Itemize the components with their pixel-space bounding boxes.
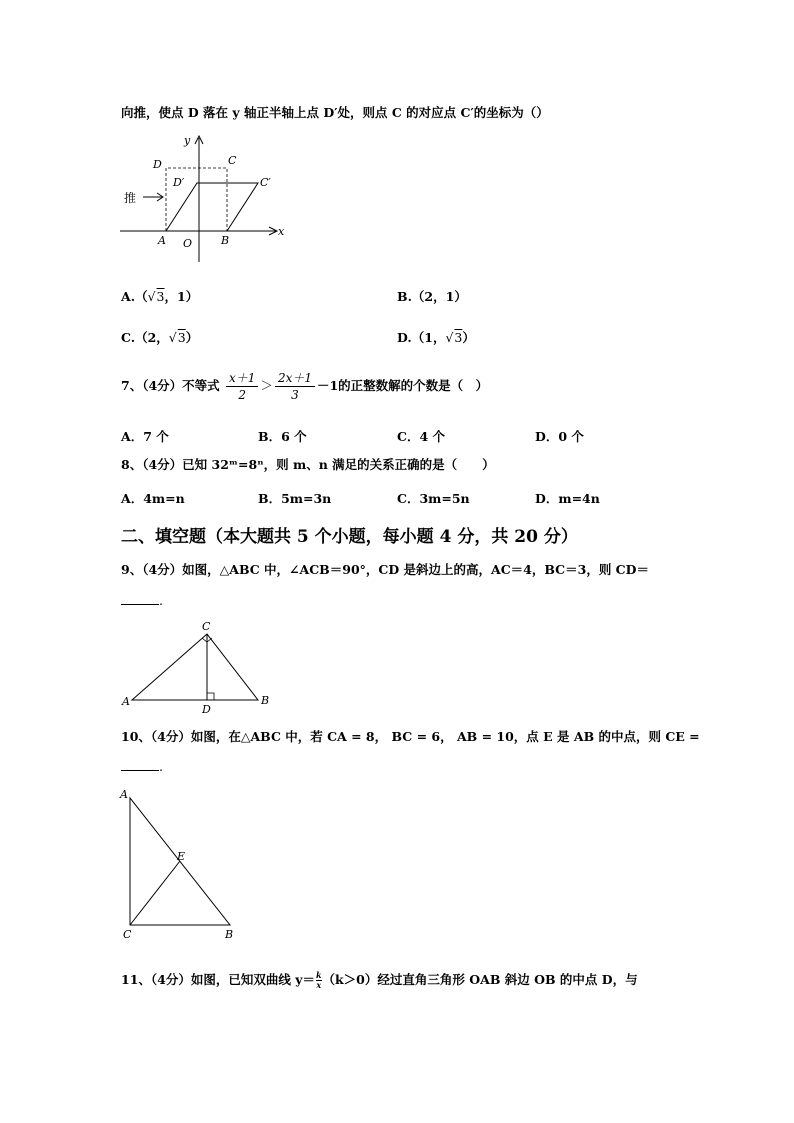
q10-label-E: E [177,850,186,863]
q6-option-c-sqrt: 3 [177,330,186,345]
q8-option-b[interactable]: B．5m=3n [258,491,332,506]
q6-option-b-key: B. [397,289,412,304]
q11-suffix: （k＞0）经过直角三角形 OAB 斜边 OB 的中点 D，与 [322,972,638,987]
q6-option-b[interactable] [397,287,467,305]
q6-option-a-key: A. [121,289,136,304]
q6-option-c-key: C. [121,330,136,345]
q10-label-B: B [225,928,234,941]
section-2-title: 二、填空题（本大题共 5 个小题，每小题 4 分，共 20 分） [121,527,578,547]
q11-prefix: 11、（4分）如图，已知双曲线 y＝ [121,972,315,987]
q6-label-Cp: C′ [260,176,271,189]
q7-option-b[interactable]: B．6 个 [258,429,307,444]
q6-label-B: B [221,234,230,247]
q6-option-d-key: D. [397,330,412,345]
q6-label-x: x [278,225,285,238]
q6-label-D: D [153,158,162,171]
q11-fraction: $\frac{k}{x}$ [315,970,322,990]
q10-label-A: A [120,788,128,801]
q6-option-b-value: （2，1） [411,289,467,304]
q7-prefix: 7、（4分）不等式 [121,378,220,393]
q7-option-c[interactable]: C．4 个 [397,429,445,444]
q6-option-a[interactable]: A.（√3，1） [121,289,199,304]
q6-continuation: 向推，使点 D 落在 y 轴正半轴上点 D′处，则点 C 的对应点 C′的坐标为（） [121,105,549,120]
q6-label-Dp: D′ [173,176,185,189]
q9-answer-blank[interactable] [121,592,159,605]
q6-option-d-post: ） [462,330,475,345]
q7-fraction-1: $\frac{x+1}{2}$ [226,370,258,403]
q10-answer-blank[interactable] [121,758,159,771]
q9-label-A: A [122,695,130,708]
q11-question [121,969,638,991]
q9-figure [118,618,278,718]
q9-label-C: C [202,620,211,633]
q10-question: 10、（4分）如图，在△ABC 中，若 CA = 8， BC = 6， AB = 10，点 E 是 AB 的中点，则 CE = [121,729,700,744]
q10-label-C: C [123,928,132,941]
q7-fraction-2: $\frac{2x+1}{3}$ [275,370,315,403]
q6-option-d-sqrt: 3 [454,330,463,345]
q6-label-y: y [184,134,191,147]
q6-figure [118,130,298,265]
q9-label-D: D [202,703,211,716]
q6-label-C: C [228,154,237,167]
q9-question: 9、（4分）如图，△ABC 中，∠ACB＝90°，CD 是斜边上的高，AC＝4，BC＝3，则 CD＝ [121,562,649,577]
q6-option-c-post: ） [185,330,199,345]
q6-label-push: 推 [124,191,137,205]
q7-suffix: －1的正整数解的个数是（ ） [316,378,489,393]
q6-option-c[interactable]: C.（2，√3） [121,330,199,345]
q10-answer-line: . [121,758,163,776]
q7-question: 7、（4分）不等式 $\frac{x+1}{2}$ ＞ $\frac{2x+1}{3}$ －1的正整数解的个数是（ ） [121,371,489,402]
q8-option-c[interactable]: C．3m=5n [397,491,470,506]
q9-answer-line: . [121,592,163,610]
q7-option-a[interactable]: A．7 个 [121,429,169,444]
q6-label-A: A [158,234,166,247]
q8-question: 8、（4分）已知 32ᵐ=8ⁿ，则 m、n 满足的关系正确的是（ ） [121,457,495,472]
q10-figure [114,786,254,946]
q7-option-d[interactable]: D．0 个 [535,429,584,444]
q8-option-d[interactable]: D．m=4n [535,491,600,506]
q6-label-O: O [183,237,193,250]
q9-label-B: B [261,694,270,707]
q6-option-c-pre: （2， [135,330,169,345]
q6-option-a-post: ，1） [164,289,199,304]
q6-option-a-sqrt: 3 [156,289,165,304]
q6-option-d[interactable]: D.（1，√3） [397,330,475,345]
q6-option-a-pre: （ [135,289,148,304]
q8-option-a[interactable]: A．4m=n [121,491,185,506]
q6-option-d-pre: （1， [411,330,446,345]
